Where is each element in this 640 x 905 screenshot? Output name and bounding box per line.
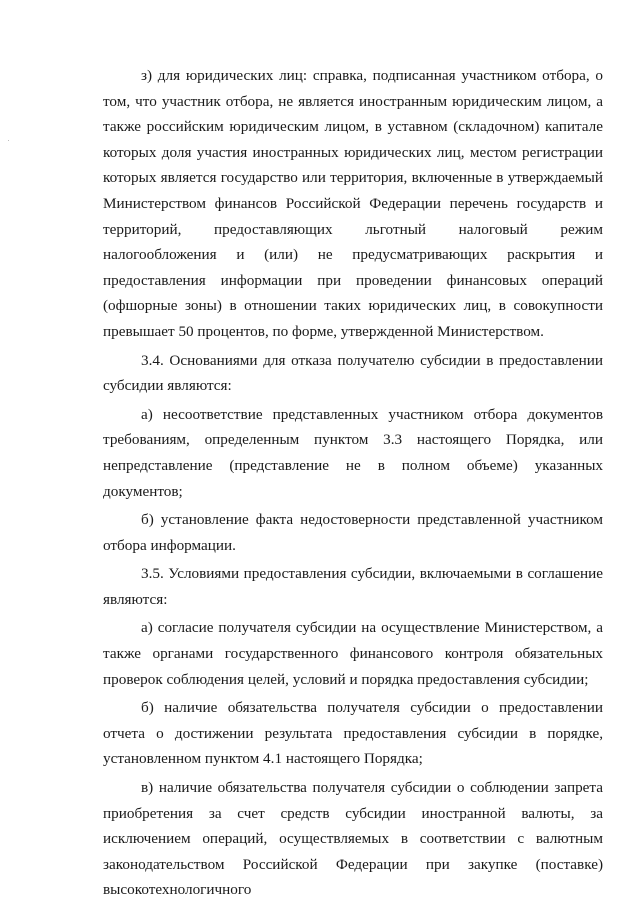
- paragraph-3-5: 3.5. Условиями предоставления субсидии, включаемыми в соглашение являются:: [103, 565, 603, 608]
- scan-artifact: [8, 140, 9, 141]
- paragraph-3-5-v: в) наличие обязательства получателя субсидии о соблюдении запрета приобретения за счет средств субсидии иностранной валюты, за исключением операций, осуществляемых в соответствии с валютным законодательством Российской Федерации при закупке (поставке) высокотехнологичного: [103, 779, 603, 899]
- paragraph-3-5-b: б) наличие обязательства получателя субсидии о предоставлении отчета о достижении результата предоставления субсидии в порядке, установленном пунктом 4.1 настоящего Порядка;: [103, 699, 603, 768]
- document-body: [103, 63, 603, 903]
- paragraph-3-3-z: з) для юридических лиц: справка, подписанная участником отбора, о том, что участник отбора, не является иностранным юридическим лицом, а также российским юридическим лицом, в уставном (складочном) капитале которых доля участия иностранных юридических лиц, местом регистрации которых является государство или территория, включенные в утверждаемый Министерством финансов Российской Федерации перечень государств и территорий, предоставляющих льготный налоговый режим налогообложения и (или) не предусматривающих раскрытия и предоставления информации при проведении финансовых операций (офшорные зоны) в отношении таких юридических лиц, в совокупности превышает 50 процентов, по форме, утвержденной Министерством.: [103, 67, 603, 340]
- paragraph-3-4-a: а) несоответствие представленных участником отбора документов требованиям, определенным пунктом 3.3 настоящего Порядка, или непредставление (представление не в полном объеме) указанных документов;: [103, 405, 603, 500]
- paragraph-3-5-a: а) согласие получателя субсидии на осуществление Министерством, а также органами государственного финансового контроля обязательных проверок соблюдения целей, условий и порядка предоставления субсидии;: [103, 619, 603, 688]
- paragraph-3-4-b: б) установление факта недостоверности представленной участником отбора информации.: [103, 511, 603, 554]
- paragraph-3-4: 3.4. Основаниями для отказа получателю субсидии в предоставлении субсидии являются:: [103, 351, 603, 395]
